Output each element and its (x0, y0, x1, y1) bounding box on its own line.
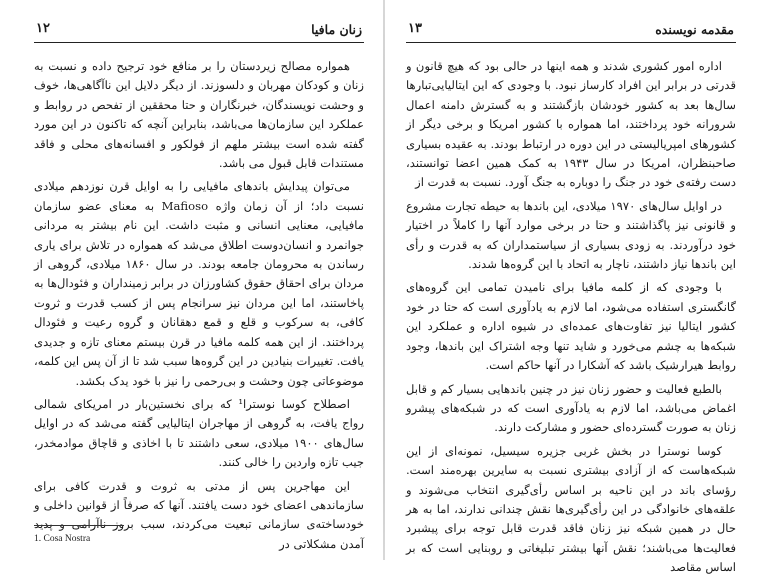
left-page-number: ۱۲ (36, 21, 50, 36)
left-page (0, 0, 384, 560)
left-page-title: زنان مافیا (311, 22, 362, 37)
right-page-header (406, 18, 736, 43)
paragraph: می‌توان پیدایش باندهای مافیایی را به اوایل قرن نوزدهم میلادی نسبت داد؛ از آن زمان واژه Mafioso به معنای عضو سازمان مافیایی، معنایی انسانی و مثبت داشت. این نام بیشتر به مردانی جوانمرد و انسان‌دوست اطلاق می‌شد که همواره در تلاش برای یاری رساندن به محرومان جامعه بودند. در سال ۱۸۶۰ میلادی، گروهی از مردان برای احقاق حقوق کشاورزان در برابر زمینداران و فئودال‌ها به پاخاستند، اما این مردان نیز سرانجام پس از کسب قدرت و ثروت کافی، به سرکوب و قلع و قمع دهقانان و گروه رعیت و فئودال پرداختند. از این همه کلمه مافیا در قرن بیستم معنای تازه و جدیدی یافت. تغییرات بنیادین در این گروه‌ها سبب شد تا از آن پس این کلمه، موضوعاتی چون وحشت و بی‌رحمی را نیز با خود یدک بکشد. (34, 179, 364, 388)
paragraph: با وجودی که از کلمه مافیا برای نامیدن تمامی این گروه‌های گانگستری استفاده می‌شود، اما لازم به یادآوری است که حتا در خود کشور ایتالیا نیز تفاوت‌های عمده‌ای در شیوه اداره و عملکرد این شبکه‌ها به چشم می‌خورد و شاید تنها وجه اشتراک این باندها، وجود روابط هیرارشیک باشد که آشکارا در آنها حاکم است. (406, 280, 736, 373)
paragraph: همواره مصالح زیردستان را بر منافع خود ترجیح داده و نسبت به زنان و کودکان مهربان و دلسوزند. از دیگر دلایل این ناآگاهی‌ها، خوف و وحشت نویسندگان، خبرنگاران و حتا محققین از تفحص در روابط و عملکرد این سازمان‌ها می‌باشد، بنابراین آنچه که تاکنون در این مورد گفته شده است بیشتر ملهم از فولکور و افسانه‌های محلی و فاقد مستندات قابل قبول می‌ باشد. (34, 59, 364, 171)
paragraph: در اوایل سال‌های ۱۹۷۰ میلادی، این باندها به حیطه تجارت مشروع و قانونی نیز پاگذاشتند و حتا در برخی موارد آنها را کاملاً در اختیار خود درآوردند. به زودی بسیاری از سیاستمداران که به قدرت و رأی این باندها نیاز داشتند، ناچار به اتحاد با این گروه‌ها شدند. (406, 198, 736, 272)
paragraph: اداره امور کشوری شدند و همه اینها در حالی بود که هیچ قانون و قدرتی در برابر این افراد کارساز نبود. با وجودی که این ایتالیایی‌تبارها سال‌ها بعد به کشور خودشان بازگشتند و به گسترش دامنه اعمال شرورانه خود پرداختند، اما همواره با کشور امریکا و برخی دیگر از کشورهای امپریالیستی در این دوره در ارتباط بودند. به عقیده بسیاری صاحبنظران، امریکا در سال ۱۹۴۳ به کمک همین اعضا توانستند، دست رفته‌ی خود در جنگ را دوباره به جنگ آورد. نسبت به قدرت از (406, 59, 736, 190)
paragraph: اصطلاح کوسا نوسترا¹ که برای نخستین‌بار در امریکای شمالی رواج یافت، به گروهی از مهاجران ایتالیایی گفته می‌شد که در اوایل سال‌های ۱۹۰۰ میلادی، سعی داشتند تا با اخاذی و قاچاق موادمخدر، جیب تازه واردین را خالی کنند. (34, 396, 364, 470)
right-page-title: مقدمه نویسنده (655, 22, 734, 37)
footnote-divider (34, 525, 124, 526)
paragraph: این مهاجرین پس از مدتی به ثروت و قدرت کافی برای سازماندهی اعضای خود دست یافتند. آنها که صرفاً از قوانین داخلی و خودساخته‌ی سازمانی تبعیت می‌کردند، سبب بروز ناآرامی و پدید آمدن مشکلاتی در (34, 478, 364, 551)
footnote: 1. Cosa Nostra (34, 534, 91, 544)
paragraph: بالطبع فعالیت و حضور زنان نیز در چنین باندهایی بسیار کم و قابل اغماض می‌باشد، اما لازم به یادآوری است که در شبکه‌های پیشرو زنان به صورت گسترده‌ای حضور و مشارکت دارند. (406, 381, 736, 435)
left-page-body (34, 57, 364, 554)
paragraph: کوسا نوسترا در بخش غربی جزیره سیسیل، نمونه‌ای از این شبکه‌هاست که از آزادی بیشتری نسبت به سایرین بهره‌مند است. رؤسای باند در این ناحیه بر اساس رأی‌گیری انتخاب می‌شوند و علقه‌های خانوادگی در این رأی‌گیری‌ها نقش چندانی ندارند، اما به هر حال در همین شبکه نیز زنان فاقد قدرت قابل توجه برای پیشبرد فعالیت‌ها می‌باشند؛ نقش آنها بیشتر تبلیغاتی و روبنایی است که بر اساس مقاصد (406, 443, 736, 575)
right-page (384, 0, 768, 575)
left-page-header (34, 18, 364, 43)
right-page-body (406, 57, 736, 578)
right-page-number: ۱۳ (408, 21, 422, 36)
